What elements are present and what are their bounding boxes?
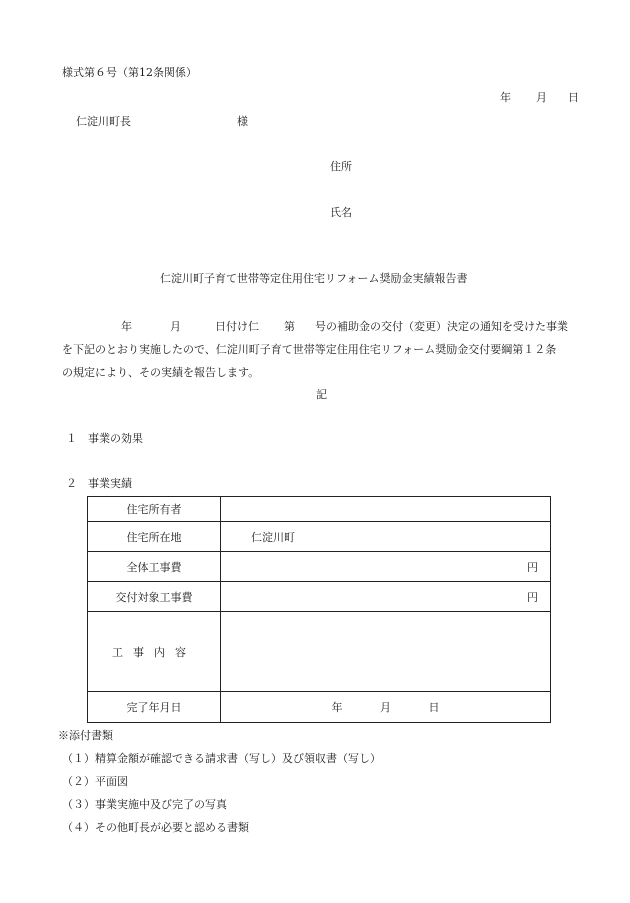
completion-day: 日 bbox=[428, 701, 440, 714]
body-dai: 第 bbox=[284, 320, 295, 333]
table-row-completion bbox=[88, 692, 551, 723]
body-year: 年 bbox=[121, 320, 132, 333]
body-line2: を下記のとおり実施したので、仁淀川町子育て世帯等定住用住宅リフォーム奨励金交付要綱第１２条 bbox=[62, 343, 557, 356]
body-line3: の規定により、その実績を報告します。 bbox=[62, 366, 260, 379]
attachment-item-3: （３）事業実施中及び完了の写真 bbox=[62, 798, 227, 811]
form-number: 様式第６号（第12条関係） bbox=[62, 66, 197, 79]
total-cost-value bbox=[221, 552, 551, 582]
location-value: 仁淀川町 bbox=[221, 522, 551, 552]
completion-year: 年 bbox=[331, 701, 343, 714]
owner-value bbox=[221, 497, 551, 522]
applicant-name-label: 氏名 bbox=[330, 206, 352, 219]
table-row-total-cost bbox=[88, 552, 551, 582]
eligible-cost-label: 交付対象工事費 bbox=[88, 582, 221, 612]
applicant-address-label: 住所 bbox=[330, 160, 352, 173]
table-row-work bbox=[88, 612, 551, 692]
eligible-cost-yen: 円 bbox=[527, 590, 538, 604]
attachments-heading: ※添付書類 bbox=[58, 729, 113, 742]
body-line1-rest: 号の補助金の交付（変更）決定の通知を受けた事業 bbox=[315, 320, 568, 333]
section-results: ２ 事業実績 bbox=[66, 477, 132, 490]
body-date-prefix: 日付け仁 bbox=[215, 320, 259, 333]
work-value bbox=[221, 612, 551, 692]
date-month: 月 bbox=[536, 91, 547, 104]
work-label: 工事内容 bbox=[88, 612, 221, 692]
body-month: 月 bbox=[170, 320, 181, 333]
results-table bbox=[87, 496, 551, 723]
eligible-cost-value bbox=[221, 582, 551, 612]
table-row-owner bbox=[88, 497, 551, 522]
completion-month: 月 bbox=[380, 701, 391, 714]
date-year: 年 bbox=[500, 91, 511, 104]
completion-date bbox=[221, 692, 551, 723]
completion-label: 完了年月日 bbox=[88, 692, 221, 723]
addressee-honorific: 様 bbox=[237, 115, 248, 128]
document-title: 仁淀川町子育て世帯等定住用住宅リフォーム奨励金実績報告書 bbox=[160, 272, 468, 285]
total-cost-label: 全体工事費 bbox=[88, 552, 221, 582]
attachment-item-1: （１）精算金額が確認できる請求書（写し）及び領収書（写し） bbox=[62, 752, 381, 765]
table-row-eligible-cost bbox=[88, 582, 551, 612]
attachment-item-4: （４）その他町長が必要と認める書類 bbox=[62, 821, 249, 834]
date-day: 日 bbox=[568, 91, 579, 104]
location-label: 住宅所在地 bbox=[88, 522, 221, 552]
addressee-name: 仁淀川町長 bbox=[76, 115, 131, 128]
ki-heading: 記 bbox=[316, 388, 327, 401]
section-effect: １ 事業の効果 bbox=[66, 432, 143, 445]
table-row-location bbox=[88, 522, 551, 552]
total-cost-yen: 円 bbox=[527, 560, 538, 574]
attachment-item-2: （２）平面図 bbox=[62, 775, 128, 788]
owner-label: 住宅所有者 bbox=[88, 497, 221, 522]
